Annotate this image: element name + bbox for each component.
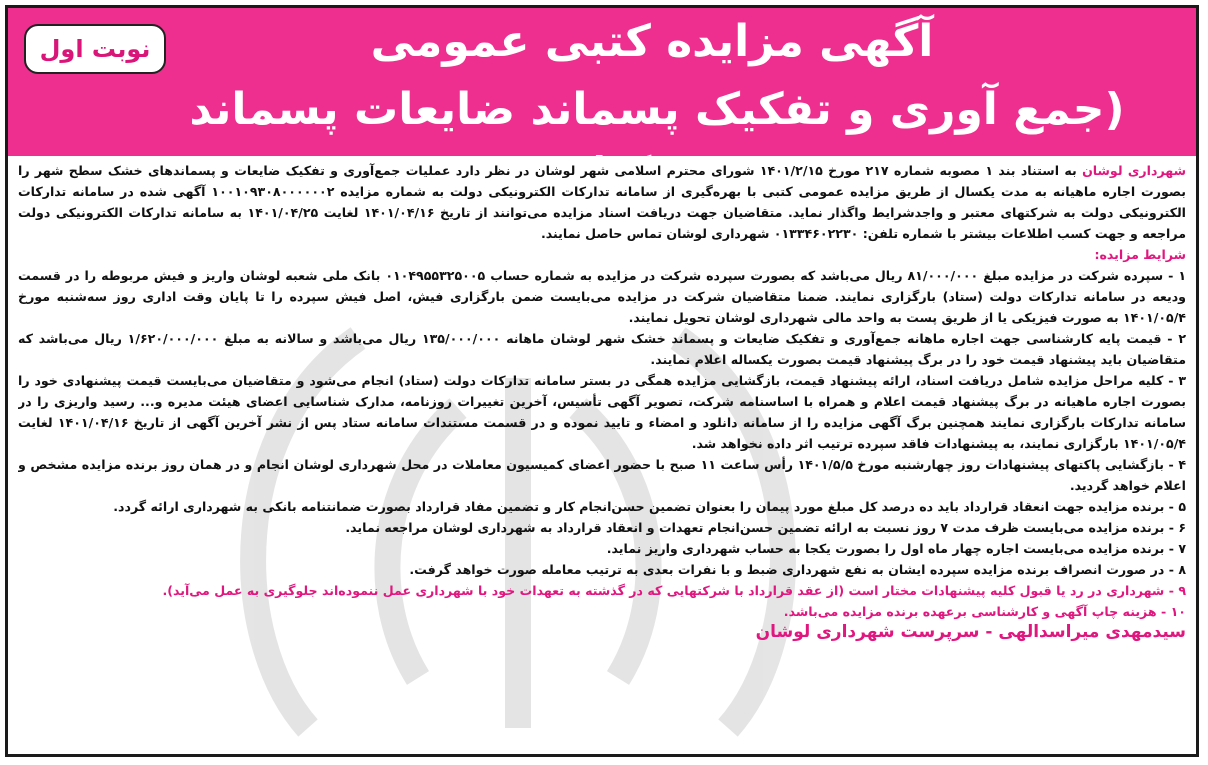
conditions-title: شرایط مزایده: xyxy=(1094,247,1186,262)
signature-line: سیدمهدی میراسدالهی - سرپرست شهرداری لوشان xyxy=(755,622,1186,642)
condition-6: ۶ - برنده مزایده می‌بایست ظرف مدت ۷ روز نسبت به ارائه تضمین حسن‌انجام تعهدات و انعقاد قرارداد به شهرداری لوشان مراجعه نماید. xyxy=(345,520,1186,535)
announcement-body xyxy=(18,160,1186,750)
intro-paragraph xyxy=(18,160,1186,244)
condition-1: ۱ - سپرده شرکت در مزایده مبلغ ۸۱/۰۰۰/۰۰۰ ریال می‌باشد که بصورت سپرده شرکت در مزایده به شماره حساب ۰۱۰۴۹۵۵۳۲۵۰۰۵ بانک ملی شعبه لوشان واریز و فیش مربوطه را در قسمت ودیعه در سامانه تدارکات دولت (ستاد) بارگزاری نمایند. ضمنا متقاضیان شرکت در مزایده می‌بایست ضمن بارگزاری فیش، اصل فیش سپرده را تا پایان وقت اداری روز سه‌شنبه مورخ ۱۴۰۱/۰۵/۴ به صورت فیزیکی یا از طریق پست به واحد مالی شهرداری لوشان تحویل نمایند. xyxy=(18,268,1186,325)
intro-text: به استناد بند ۱ مصوبه شماره ۲۱۷ مورخ ۱۴۰۱/۲/۱۵ شورای محترم اسلامی شهر لوشان در نظر دارد عملیات جمع‌آوری و تفکیک ضایعات و پسماندهای خشک سطح شهر را بصورت اجاره ماهیانه به مدت یکسال از طریق مزایده عمومی کتبی با بهره‌گیری از سامانه تدارکات الکترونیکی دولت به شماره مزایده ۱۰۰۱۰۹۳۰۸۰۰۰۰۰۰۲ آگهی شده در سامانه تدارکات الکترونیکی دولت به شرکتهای معتبر و واجدشرایط واگذار نماید. متقاضیان جهت دریافت اسناد مزایده می‌توانند از تاریخ ۱۴۰۱/۰۴/۱۶ لغایت ۱۴۰۱/۰۴/۲۵ به سامانه تدارکات الکترونیکی دولت مراجعه و جهت کسب اطلاعات بیشتر با شماره تلفن: ۰۱۳۳۴۶۰۲۲۳۰ شهرداری لوشان تماس حاصل نمایند. xyxy=(18,163,1186,241)
condition-5: ۵ - برنده مزایده جهت انعقاد قرارداد باید ده درصد کل مبلغ مورد پیمان را بعنوان تضمین حسن‌انجام کار و تضمین مفاد قرارداد بصورت ضمانتنامه بانکی به شهرداری ارائه گردد. xyxy=(113,499,1186,514)
condition-8: ۸ - در صورت انصراف برنده مزایده سپرده ایشان به نفع شهرداری ضبط و با نفرات بعدی به ترتیب معامله صورت خواهد گرفت. xyxy=(409,562,1186,577)
main-title: آگهی مزایده کتبی عمومی xyxy=(370,16,934,67)
condition-7: ۷ - برنده مزایده می‌بایست اجاره چهار ماه اول را بصورت یکجا به حساب شهرداری واریز نماید. xyxy=(606,541,1186,556)
condition-9: ۹ - شهرداری در رد یا قبول کلیه پیشنهادات مختار است (از عقد قرارداد با شرکتهایی که در گذشته به تعهدات خود با شهرداری عمل ننموده‌اند جلوگیری به عمل می‌آید). xyxy=(162,583,1186,598)
condition-10: ۱۰ - هزینه چاپ آگهی و کارشناسی برعهده برنده مزایده می‌باشد. xyxy=(783,604,1186,619)
sub-title: (جمع آوری و تفکیک پسماند ضایعات پسماند خشک) xyxy=(189,84,1125,199)
org-name: شهرداری لوشان xyxy=(1082,163,1186,178)
condition-4: ۴ - بازگشایی پاکتهای پیشنهادات روز چهارشنبه مورخ ۱۴۰۱/۵/۵ رأس ساعت ۱۱ صبح با حضور اعضای کمیسیون معاملات در محل شهرداری لوشان انجام و در همان روز برنده مزایده مشخص و اعلام خواهد گردید. xyxy=(18,457,1186,493)
condition-2: ۲ - قیمت پایه کارشناسی جهت اجاره ماهانه جمع‌آوری و تفکیک ضایعات و پسماند خشک شهر لوشان ماهانه ۱۳۵/۰۰۰/۰۰۰ ریال می‌باشد و سالانه به مبلغ ۱/۶۲۰/۰۰۰/۰۰۰ ریال می‌باشد که متقاضیان باید پیشنهاد قیمت خود را در برگ پیشنهاد قیمت بصورت یکساله اعلام نمایند. xyxy=(18,331,1186,367)
publication-badge: نوبت اول xyxy=(24,24,166,74)
condition-3: ۳ - کلیه مراحل مزایده شامل دریافت اسناد، ارائه پیشنهاد قیمت، بازگشایی مزایده همگی در بستر سامانه تدارکات دولت (ستاد) انجام می‌شود و متقاضیان می‌بایست قیمت پیشنهادی خود را بصورت اجاره ماهیانه در برگ پیشنهاد قیمت اعلام و همراه با اساسنامه شرکت، تصویر آگهی تأسیس، آخرین تغییرات روزنامه، مدارک شناسایی اعضای هیئت مدیره و... رسید واریزی را در سامانه تدارکات بارگزاری نمایند همچنین برگ آگهی مزایده را از سامانه دانلود و امضاء و تایید نموده و در قسمت مستندات سامانه ستاد پس از نشر آخرین آگهی از تاریخ ۱۴۰۱/۰۴/۱۶ لغایت ۱۴۰۱/۰۵/۴ بارگزاری نمایند، به پیشنهادات فاقد سپرده ترتیب اثر داده نخواهد شد. xyxy=(18,373,1186,451)
advertisement-frame xyxy=(5,5,1199,757)
